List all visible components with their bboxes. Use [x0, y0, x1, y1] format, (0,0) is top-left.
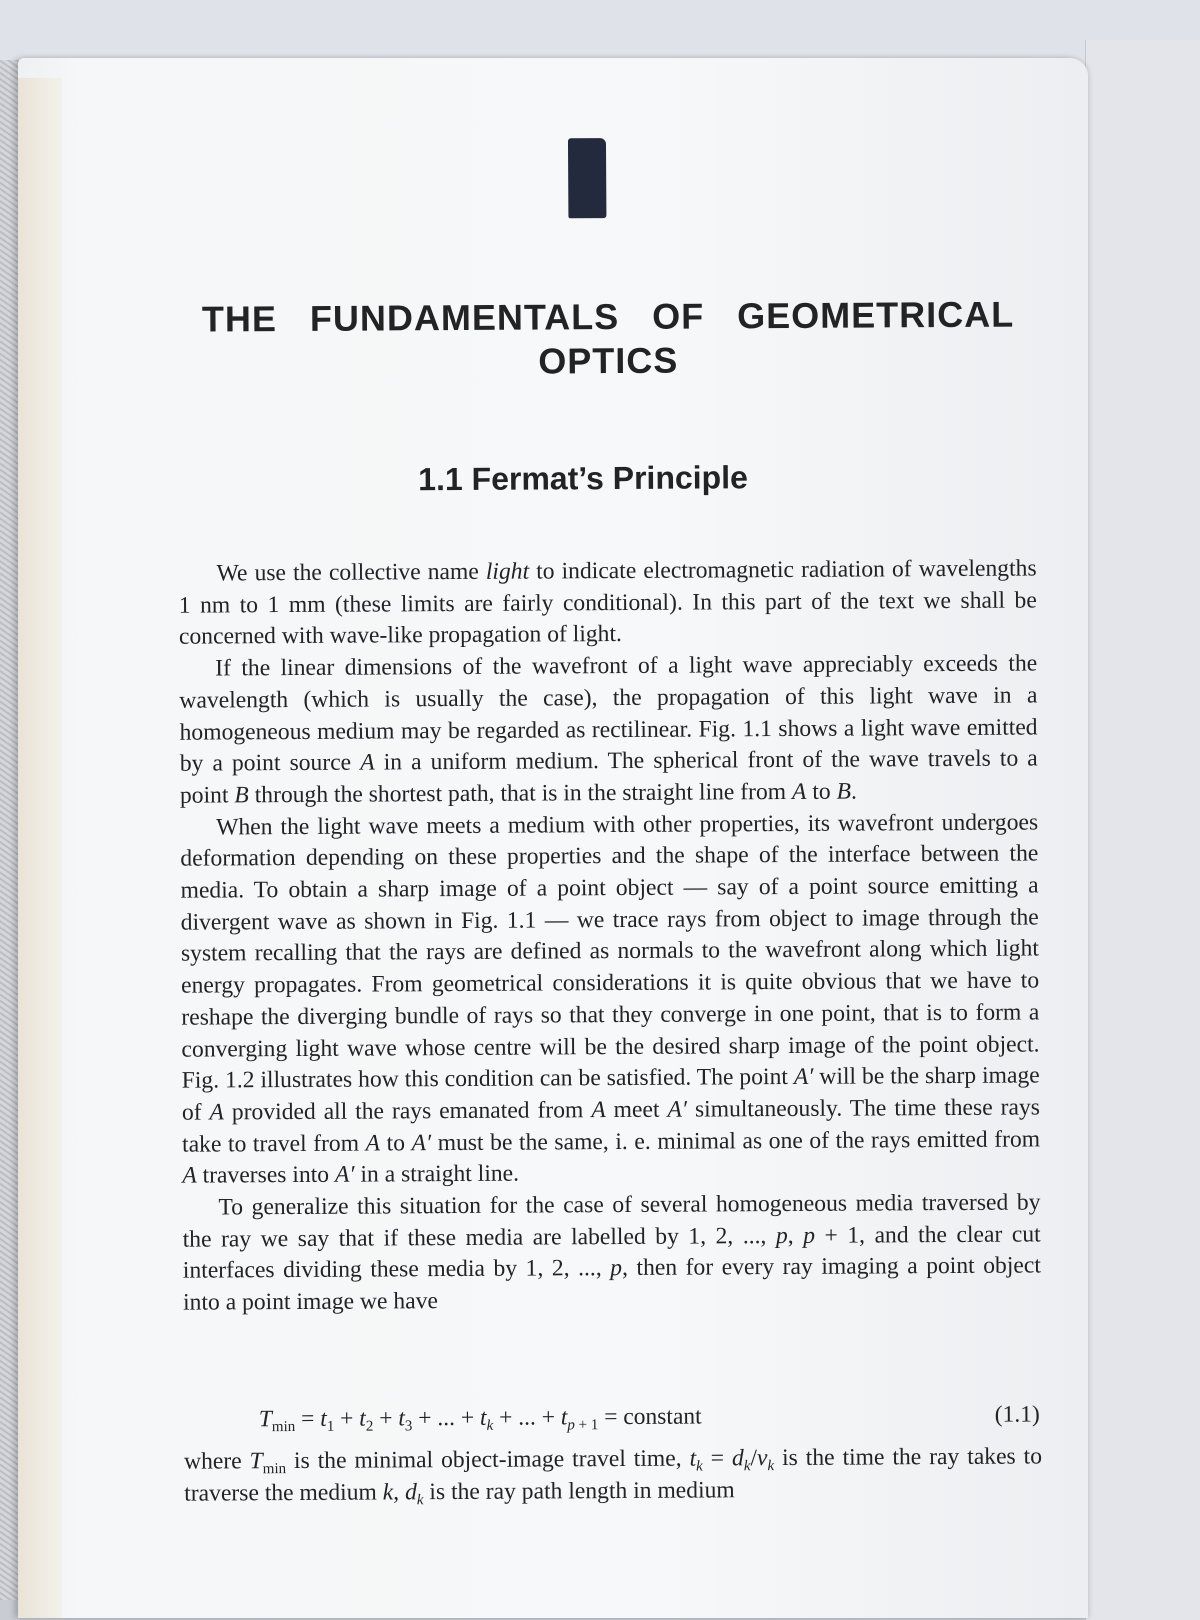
- text-run: to: [806, 778, 837, 805]
- italic-term: A′: [334, 1161, 355, 1189]
- italic-term: A: [182, 1162, 197, 1190]
- text-run: to: [379, 1129, 412, 1157]
- italic-term: A′: [667, 1096, 688, 1123]
- italic-term: A: [360, 749, 375, 776]
- paragraph: [179, 649, 1038, 813]
- equation-expression: $T_{min} = t_1 + t_2 + t_3$ + ... + $t_k$ + ... + $t_{p + 1}$ = constant: [258, 1403, 702, 1436]
- text-run: .: [850, 778, 858, 805]
- text-run: through the shortest path, that is in the straight line from: [248, 778, 793, 809]
- italic-term: B: [836, 778, 852, 805]
- text-run: traverses into: [196, 1162, 336, 1189]
- italic-term: A′: [411, 1129, 432, 1156]
- chapter-title: THE FUNDAMENTALS OF GEOMETRICAL OPTICS: [201, 293, 1015, 382]
- text-run: must be the same, i. e. minimal as one of the rays emitted from: [431, 1126, 1041, 1156]
- text-run: , then for every ray imaging a point object into a point image we have: [182, 1252, 1041, 1316]
- italic-term: p: [610, 1255, 623, 1282]
- italic-term: A: [365, 1130, 381, 1157]
- page-gutter: [18, 78, 62, 1618]
- italic-term: B: [234, 782, 249, 809]
- text-run: to indicate electromagnetic radiation of wavelengths 1 nm to 1 mm (these limits are fairly conditional). In this part of the text we shall be concerned with wave-like propagation of light.: [178, 555, 1037, 651]
- italic-term: light: [485, 558, 530, 585]
- text-run: If the linear dimensions of the wavefront of a light wave appreciably exceeds the wavelength (which is usually the case), the propagation of this light wave in a homogeneous medium may be regarded as rectilinear. Fig. 1.1 shows a light wave emitted by a point source: [179, 650, 1038, 777]
- text-run: simultaneously. The time these rays take to travel from: [182, 1094, 1040, 1158]
- text-run: in a uniform medium. The spherical front of the wave travels to a point: [179, 745, 1038, 809]
- text-run: To generalize this situation for the case of several homogeneous media traversed by the ray we say that if these media are labelled by 1, 2, ...,: [182, 1189, 1041, 1253]
- paragraph: [180, 807, 1040, 1193]
- italic-term: A: [209, 1099, 224, 1126]
- facing-page: [1085, 40, 1200, 1620]
- body-text: [179, 553, 1042, 1319]
- equation-number: (1.1): [994, 1401, 1040, 1428]
- text-run: ,: [787, 1222, 804, 1249]
- text-run: When the light wave meets a medium with other properties, its wavefront undergoes deformation depending on these properties and the shape of the interface between the media. To obtain a sharp image of a point object — say of a point source emitting a divergent wave as shown in Fig. 1.1 — we trace rays from object to image through the system recalling that the rays are defined as normals to the wavefront along which light energy propagates. From geometrical considerations it is quite obvious that we have to reshape the diverging bundle of rays so that they converge in one point, that is to form a converging light wave whose centre will be the desired sharp image of the point object. Fig. 1.2 illustrates how this condition can be satisfied. The point: [180, 809, 1040, 1094]
- italic-term: A: [591, 1097, 606, 1124]
- chapter-number-glyph: [568, 138, 606, 218]
- italic-term: p: [803, 1222, 816, 1249]
- italic-term: A′: [793, 1064, 814, 1091]
- continuation-text: where $T_{min}$ is the minimal object-image travel time, $t_k = d_k/v_k$ is the time the ray takes to traverse the medium k, $d_k$ is the ray path length in medium: [183, 1443, 1043, 1508]
- italic-term: A: [791, 778, 807, 805]
- paragraph: [179, 553, 1038, 653]
- text-run: meet: [605, 1096, 668, 1124]
- italic-term: p: [775, 1222, 788, 1249]
- text-run: + 1, and the clear cut interfaces dividing these media by 1, 2, ...,: [182, 1221, 1041, 1285]
- text-run: provided all the rays emanated from: [223, 1097, 592, 1126]
- paragraph: [182, 1188, 1041, 1320]
- text-run: We use the collective name: [216, 558, 486, 587]
- section-title: 1.1 Fermat’s Principle: [418, 459, 748, 498]
- equation-1-1: [184, 1397, 1042, 1444]
- text-run: in a straight line.: [354, 1160, 520, 1188]
- text-run: will be the sharp image of: [181, 1062, 1040, 1126]
